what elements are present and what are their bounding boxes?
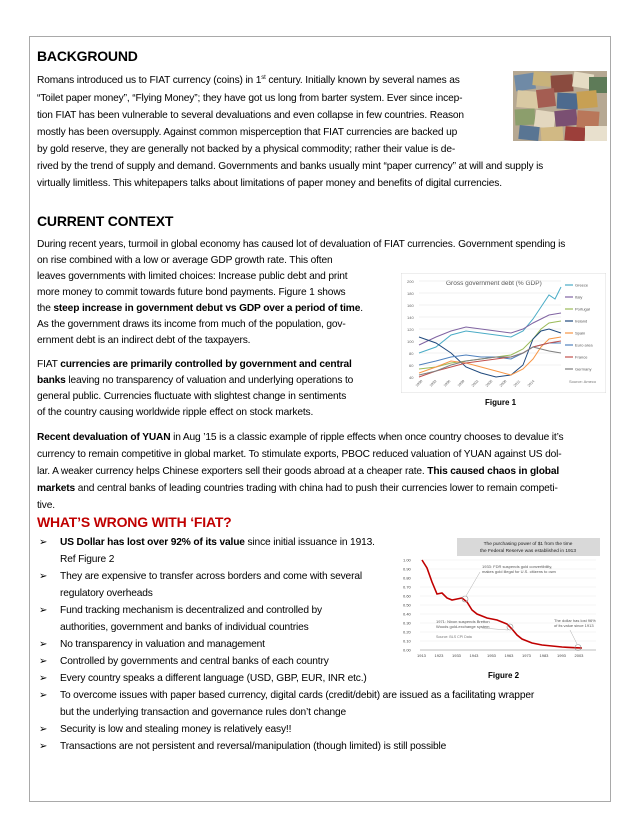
arrow-bullet-icon: ➢	[39, 673, 48, 684]
svg-text:160: 160	[407, 303, 414, 308]
bullet-9: ➢ Transactions are not persistent and reversal/manipulation (though limited) is still possible	[60, 739, 446, 756]
figure-1-legend-label: Euro area	[575, 342, 593, 348]
bullet-1: ➢ US Dollar has lost over 92% of its value since initial issuance in 1913.	[60, 535, 375, 552]
figure-2-x-tick: 1953	[487, 653, 496, 658]
figure-2-x-tick: 1963	[504, 653, 514, 658]
figure-2-y-tick: 0.20	[403, 629, 411, 635]
figure-1-legend-label: Greece	[575, 282, 589, 288]
svg-text:60: 60	[409, 363, 414, 368]
figure-1-legend-label: Portugal	[575, 306, 590, 312]
svg-text:1996: 1996	[442, 379, 452, 388]
figure-1-legend-label: Ireland	[575, 318, 588, 324]
background-line-7: virtually limitless. This whitepapers talks about limitations of paper money and benefits of digital currencies.	[37, 178, 502, 189]
arrow-bullet-icon: ➢	[39, 656, 48, 667]
current-line-4: more money to commit towards future bond payments. Figure 1 shows	[37, 287, 346, 298]
figure-2-annotation-1971-line-1: 1971: Nixon suspends Bretton	[436, 619, 490, 624]
devaluation-line-3: lar. A weaker currency helps Chinese exporters sell their goods abroad at a cheaper rate. This caused chaos in global	[37, 466, 560, 477]
figure-2-x-tick: 1933	[452, 653, 461, 658]
devaluation-line-4: markets and central banks of leading countries trading with china had to push their currencies lower to remain competi-	[37, 483, 558, 494]
current-line-11: of the country causing worldwide ripple effect on stock markets.	[37, 407, 314, 418]
figure-2-annotation-loss-line-1: The dollar has lost 96%	[554, 618, 596, 623]
current-line-8: FIAT currencies are primarily controlled by government and central	[37, 359, 352, 370]
bullet-3: ➢ Fund tracking mechanism is decentralized and controlled by	[60, 603, 322, 620]
bullet-6: ➢ Every country speaks a different language (USD, GBP, EUR, INR etc.)	[60, 671, 367, 688]
figure-2-caption: Figure 2	[488, 671, 520, 680]
figure-2-x-tick: 1913	[417, 653, 426, 658]
figure-2-x-tick: 1983	[539, 653, 549, 658]
current-line-7: ernment debt is an indirect debt of the taxpayers.	[37, 335, 251, 346]
figure-1-chart	[401, 273, 606, 393]
background-heading: BACKGROUND	[37, 48, 138, 64]
figure-2-x-tick: 1923	[434, 653, 444, 658]
figure-2-annotation-1933-line-1: 1933: FDR suspends gold convertibility,	[482, 564, 553, 569]
background-line-1: Romans introduced us to FIAT currency (coins) in 1st century. Initially known by several names as	[37, 75, 460, 86]
arrow-bullet-icon: ➢	[39, 724, 48, 735]
figure-2-y-tick: 0.10	[403, 638, 411, 644]
svg-text:2008: 2008	[498, 379, 508, 388]
arrow-bullet-icon: ➢	[39, 639, 48, 650]
figure-1-legend-label: Italy	[575, 294, 583, 300]
svg-text:2005: 2005	[484, 379, 494, 388]
figure-2-y-tick: 0.40	[403, 611, 411, 617]
figure-2-y-tick: 0.30	[403, 620, 411, 626]
current-line-3: leaves governments with limited choices: Increase public debt and print	[37, 271, 348, 282]
figure-1-legend-label: France	[575, 354, 588, 360]
background-line-4: mostly has been oversupply. Against common misperception that FIAT currencies are backed up	[37, 127, 458, 138]
bullet-1-cont: Ref Figure 2	[60, 554, 115, 565]
svg-text:40: 40	[409, 375, 414, 380]
figure-2-annotation-1933-line-2: makes gold illegal for U.S. citizens to own	[482, 569, 556, 574]
arrow-bullet-icon: ➢	[39, 537, 48, 548]
figure-2-y-tick: 0.60	[403, 593, 411, 599]
background-line-5: by gold reserve, they are generally not backed by a physical commodity; rather their value is de-	[37, 144, 456, 155]
current-line-1: During recent years, turmoil in global economy has caused lot of devaluation of FIAT currencies. Government spending is	[37, 239, 566, 250]
figure-2-annotation-1971-line-2: Woods gold-exchange system	[436, 624, 490, 629]
devaluation-line-2: currency to remain competitive in global market. To stimulate exports, PBOC reduced valuation of YUAN against US dol-	[37, 449, 562, 460]
figure-2-source: Source: BLS CPI Data	[436, 635, 472, 639]
bullet-3-cont: authorities, government and banks of individual countries	[60, 622, 309, 633]
figure-1-legend-label: Spain	[575, 330, 586, 336]
svg-text:120: 120	[407, 327, 414, 332]
figure-2-y-tick: 1.00	[403, 557, 411, 563]
current-line-2: on rise combined with a low or average GDP growth rate. This often	[37, 255, 333, 266]
svg-text:200: 200	[407, 279, 414, 284]
current-line-10: general public. Currencies fluctuate with slightest change in sentiments	[37, 391, 347, 402]
figure-2-y-tick: 0.90	[403, 566, 411, 572]
devaluation-line-5: tive.	[37, 500, 55, 511]
figure-1-source: Source: Ameco	[569, 379, 597, 384]
stamps-image	[513, 71, 607, 141]
arrow-bullet-icon: ➢	[39, 571, 48, 582]
figure-1-legend-label: Germany	[575, 366, 592, 372]
svg-text:1993: 1993	[428, 379, 438, 388]
current-context-heading: CURRENT CONTEXT	[37, 213, 174, 229]
background-line-2: “Toilet paper money”, “Flying Money”; they have got us long from barter system. Ever since incep-	[37, 93, 463, 104]
figure-2-x-tick: 1943	[469, 653, 479, 658]
figure-2-chart	[400, 538, 600, 666]
svg-text:180: 180	[407, 291, 414, 296]
figure-2-x-tick: 1993	[557, 653, 566, 658]
svg-text:140: 140	[407, 315, 414, 320]
bullet-2-cont: regulatory overheads	[60, 588, 153, 599]
figure-2-x-tick: 1973	[522, 653, 531, 658]
figure-2-y-tick: 0.70	[403, 584, 411, 590]
current-line-9: banks leaving no transparency of valuation and underlying operations to	[37, 375, 354, 386]
devaluation-line-1: Recent devaluation of YUAN in Aug ’15 is a classic example of ripple effects when once country chooses to devalue it’s	[37, 432, 564, 443]
arrow-bullet-icon: ➢	[39, 690, 48, 701]
figure-2-y-tick: 0.80	[403, 575, 411, 581]
figure-2-y-tick: 0.00	[403, 647, 411, 653]
bullet-7: ➢ To overcome issues with paper based currency, digital cards (credit/debit) are issued as a facilitating wrapper	[60, 688, 534, 705]
arrow-bullet-icon: ➢	[39, 605, 48, 616]
figure-2-x-tick: 2003	[574, 653, 584, 658]
background-line-6: rived by the trend of supply and demand. Governments and banks usually mint “paper currency” at will and supply is	[37, 161, 544, 172]
bullet-2: ➢ They are expensive to transfer across borders and come with several	[60, 569, 362, 586]
whats-wrong-heading: WHAT’S WRONG WITH ‘FIAT?	[37, 514, 232, 530]
arrow-bullet-icon: ➢	[39, 741, 48, 752]
bullet-7-cont: but the underlying transaction and governance rules don’t change	[60, 707, 347, 718]
background-line-3: tion FIAT has been vulnerable to several devaluations and even collapse in few countries. Reason	[37, 110, 464, 121]
svg-text:2002: 2002	[470, 379, 480, 388]
figure-1-title: Gross government debt (% GDP)	[446, 280, 542, 287]
figure-2-title-line-1: The purchasing power of $1 from the time	[483, 542, 573, 547]
bullet-4: ➢ No transparency in valuation and management	[60, 637, 265, 654]
current-line-5: the steep increase in government debut vs GDP over a period of time.	[37, 303, 363, 314]
svg-text:80: 80	[409, 351, 414, 356]
bullet-5: ➢ Controlled by governments and central banks of each country	[60, 654, 329, 671]
svg-text:100: 100	[407, 339, 414, 344]
svg-text:2014: 2014	[526, 379, 536, 388]
svg-text:1999: 1999	[456, 379, 466, 388]
figure-2-annotation-loss-line-2: of its value since 1913	[554, 623, 594, 628]
figure-1-caption: Figure 1	[485, 398, 517, 407]
current-line-6: As the government draws its income from much of the population, gov-	[37, 319, 346, 330]
bullet-8: ➢ Security is low and stealing money is relatively easy!!	[60, 722, 291, 739]
svg-text:2011: 2011	[512, 379, 522, 388]
figure-2-title-line-2: the Federal Reserve was established in 1913	[480, 549, 576, 554]
figure-2-y-tick: 0.50	[403, 602, 411, 608]
svg-text:1990: 1990	[414, 379, 424, 388]
